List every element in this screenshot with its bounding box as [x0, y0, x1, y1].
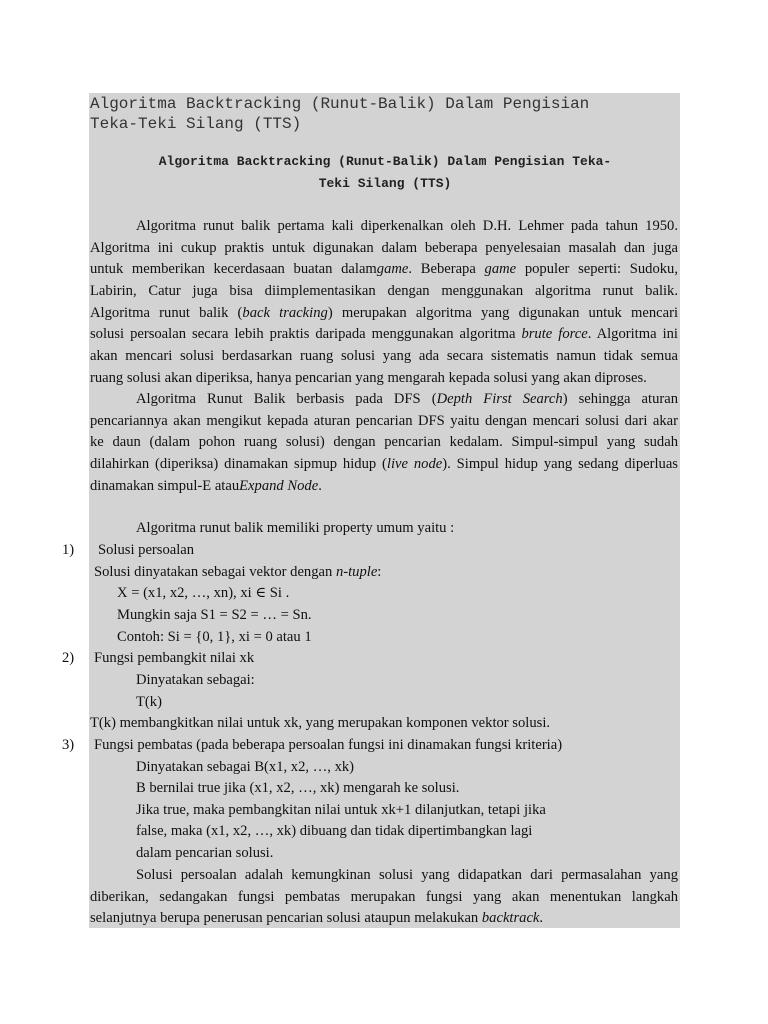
text-line: Solusi dinyatakan sebagai vektor dengan n-tuple:: [94, 564, 382, 580]
paragraph-dfs: [90, 389, 678, 497]
list-item-label: Fungsi pembatas (pada beberapa persoalan fungsi ini dinamakan fungsi kriteria): [94, 737, 563, 753]
text-line: Solusi persoalan adalah kemungkinan solusi yang didapatkan dari permasalahan yang: [136, 867, 678, 883]
text-line: Algoritma ini cukup praktis untuk digunakan dalam beberapa penyelesaian masalah dan juga: [90, 239, 678, 256]
subtitle-line: Teki Silang (TTS): [318, 176, 452, 191]
text-line: Algoritma Runut Balik berbasis pada DFS (Depth First Search) sehingga aturan: [136, 391, 678, 407]
document-title: [90, 94, 670, 134]
list-number: 3): [62, 737, 75, 753]
text-line: dinamakan simpul-E atauExpand Node.: [90, 477, 322, 494]
text-line: dalam pencarian solusi.: [136, 845, 274, 861]
text-line: T(k) membangkitkan nilai untuk xk, yang merupakan komponen vektor solusi.: [90, 715, 551, 731]
text-line: Jika true, maka pembangkitan nilai untuk xk+1 dilanjutkan, tetapi jika: [136, 802, 546, 818]
title-line: Algoritma Backtracking (Runut-Balik) Dalam Pengisian: [90, 95, 590, 113]
text-line: ke daun (dalam pohon ruang solusi) dengan pencarian kedalam. Simpul-simpul yang sudah: [90, 434, 678, 451]
paragraph-intro: [90, 216, 678, 390]
text-line: untuk memberikan kecerdasaan buatan dalamgame. Beberapa game populer seperti: Sudoku,: [90, 261, 678, 278]
paragraph-conclusion: [90, 865, 678, 930]
text-line: dilahirkan (diperiksa) dinamakan sipmup hidup (live node). Simpul hidup yang sedang diperluas: [90, 456, 678, 473]
text-line: solusi persoalan secara lebih praktis daripada menggunakan algoritma brute force. Algoritma ini: [90, 326, 678, 343]
document-subtitle: [90, 151, 680, 195]
list-item-label: Fungsi pembangkit nilai xk: [94, 650, 255, 666]
text-line: selanjutnya berupa penerusan pencarian solusi ataupun melakukan backtrack.: [90, 910, 544, 927]
subtitle-line: Algoritma Backtracking (Runut-Balik) Dalam Pengisian Teka-: [158, 154, 612, 169]
text-line: Dinyatakan sebagai B(x1, x2, …, xk): [136, 759, 355, 775]
property-intro: Algoritma runut balik memiliki property umum yaitu :: [136, 520, 455, 536]
text-line: pencariannya akan mengikut kepada aturan pencarian DFS yaitu dengan mencari solusi dari akar: [90, 412, 678, 429]
text-line: Algoritma runut balik pertama kali diperkenalkan oleh D.H. Lehmer pada tahun 1950.: [136, 218, 678, 234]
text-line: Algoritma runut balik (back tracking) merupakan algoritma yang digunakan untuk mencari: [90, 304, 678, 321]
list-number: 1): [62, 542, 75, 558]
text-line: Labirin, Catur juga bisa diimplementasikan dengan menggunakan algoritma runut balik.: [90, 283, 678, 300]
text-line: false, maka (x1, x2, …, xk) dibuang dan tidak dipertimbangkan lagi: [136, 823, 533, 839]
text-line: Dinyatakan sebagai:: [136, 672, 255, 688]
text-line: akan mencari solusi berdasarkan ruang solusi yang ada secara sistematis namun tidak semua: [90, 348, 678, 365]
text-line: T(k): [136, 694, 162, 710]
list-number: 2): [62, 650, 75, 666]
title-line: Teka-Teki Silang (TTS): [90, 115, 302, 133]
text-line: ruang solusi akan diperiksa, hanya pencarian yang mengarah kepada solusi yang akan diproses.: [90, 369, 647, 386]
formula-line: Contoh: Si = {0, 1}, xi = 0 atau 1: [117, 629, 312, 645]
text-line: diberikan, sedangakan fungsi pembatas merupakan fungsi yang akan menentukan langkah: [90, 888, 678, 905]
text-line: B bernilai true jika (x1, x2, …, xk) mengarah ke solusi.: [136, 780, 460, 796]
formula-line: X = (x1, x2, …, xn), xi ∈ Si .: [117, 585, 290, 601]
formula-line: Mungkin saja S1 = S2 = … = Sn.: [117, 607, 312, 623]
list-item-label: Solusi persoalan: [98, 542, 195, 558]
